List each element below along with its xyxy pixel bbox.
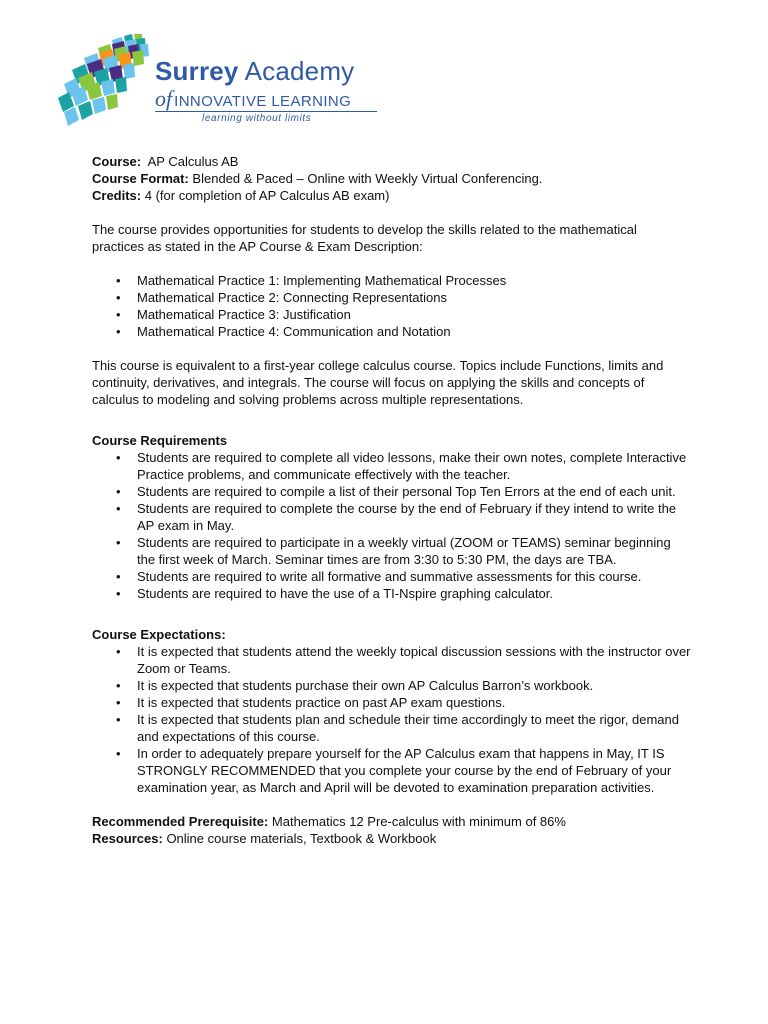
prerequisite-row — [92, 813, 692, 830]
list-item: • Mathematical Practice 4: Communication and Notation — [92, 323, 692, 340]
requirements-list — [92, 449, 692, 602]
format-value: Blended & Paced – Online with Weekly Virtual Conferencing. — [192, 171, 543, 186]
resources-row — [92, 830, 692, 847]
course-value: AP Calculus AB — [147, 154, 239, 169]
prereq-value: Mathematics 12 Pre-calculus with minimum of 86% — [271, 814, 566, 829]
expectations-list — [92, 643, 692, 796]
brand-tagline: learning without limits — [202, 113, 312, 124]
list-item: • It is expected that students practice on past AP exam questions. — [92, 694, 692, 711]
list-item: • Students are required to have the use of a TI-Nspire graphing calculator. — [92, 585, 692, 602]
list-item: • Mathematical Practice 3: Justification — [92, 306, 692, 323]
requirements-title: Course Requirements — [92, 433, 228, 448]
practices-list — [92, 272, 692, 340]
list-item: • It is expected that students attend the weekly topical discussion sessions with the instructor over Zoom or Teams. — [92, 643, 692, 677]
list-item: • In order to adequately prepare yourself for the AP Calculus exam that happens in May, IT IS STRONGLY RECOMMENDED that you complete your course by the end of February of your examination year, as March and April will be devoted to examination preparation activities. — [92, 745, 692, 796]
list-item: • It is expected that students plan and schedule their time accordingly to meet the rigor, demand and expectations of this course. — [92, 711, 692, 745]
list-item: • Students are required to complete the course by the end of February if they intend to write the AP exam in May. — [92, 500, 692, 534]
prereq-label: Recommended Prerequisite: — [92, 814, 269, 829]
brand-innovative: INNOVATIVE LEARNING — [174, 93, 352, 110]
list-item: • Mathematical Practice 1: Implementing Mathematical Processes — [92, 272, 692, 289]
expectations-title: Course Expectations: — [92, 627, 226, 642]
brand-surrey: Surrey — [155, 56, 239, 86]
brand-divider — [155, 111, 377, 112]
credits-row — [92, 187, 692, 204]
credits-label: Credits: — [92, 188, 142, 203]
format-label: Course Format: — [92, 171, 189, 186]
intro-paragraph: The course provides opportunities for students to develop the skills related to the mathematical practices as stated in the AP Course & Exam Description: — [92, 222, 637, 254]
academy-logo-mark-icon — [52, 34, 152, 134]
brand-name — [155, 56, 354, 87]
resources-label: Resources: — [92, 831, 163, 846]
brand-of: of — [155, 86, 173, 111]
list-item: • Mathematical Practice 2: Connecting Representations — [92, 289, 692, 306]
course-format-row — [92, 170, 692, 187]
course-description — [92, 153, 692, 847]
brand-subtitle — [155, 86, 351, 112]
equivalency-paragraph: This course is equivalent to a first-year college calculus course. Topics include Functions, limits and continuity, derivatives, and integrals. The course will focus on applying the skills and concepts of calculus to modeling and solving problems across multiple representations. — [92, 358, 664, 407]
course-label: Course: — [92, 154, 142, 169]
list-item: • It is expected that students purchase their own AP Calculus Barron’s workbook. — [92, 677, 692, 694]
resources-value: Online course materials, Textbook & Workbook — [166, 831, 437, 846]
list-item: • Students are required to participate in a weekly virtual (ZOOM or TEAMS) seminar beginning the first week of March. Seminar times are from 3:30 to 5:30 PM, the days are TBA. — [92, 534, 692, 568]
credits-value: 4 (for completion of AP Calculus AB exam) — [144, 188, 390, 203]
brand-academy: Academy — [244, 56, 355, 86]
list-item: • Students are required to write all formative and summative assessments for this course. — [92, 568, 692, 585]
list-item: • Students are required to compile a list of their personal Top Ten Errors at the end of each unit. — [92, 483, 692, 500]
course-name-row — [92, 153, 692, 170]
academy-logo — [52, 34, 392, 134]
list-item: • Students are required to complete all video lessons, make their own notes, complete Interactive Practice problems, and communicate effectively with the teacher. — [92, 449, 692, 483]
